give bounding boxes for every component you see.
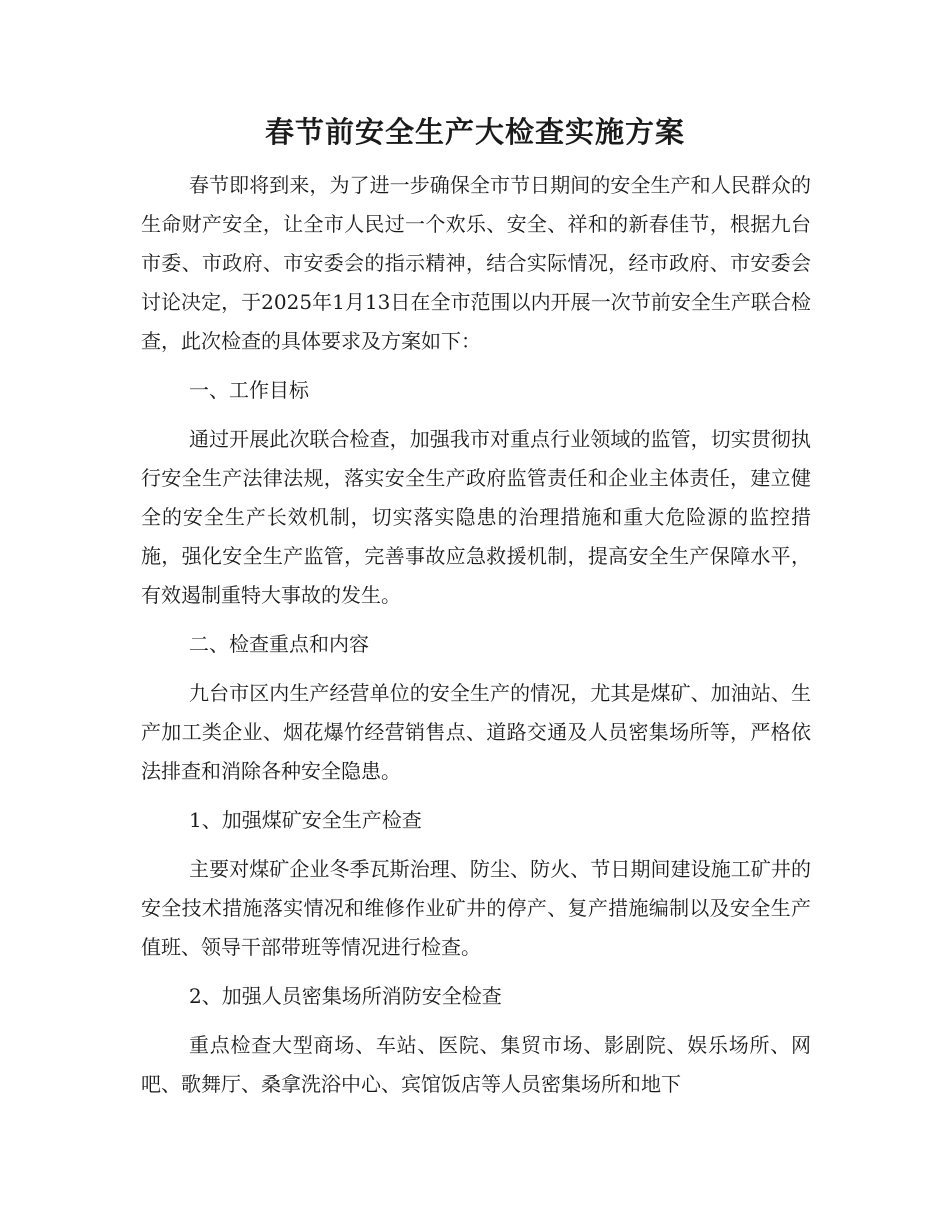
document-title: 春节前安全生产大检查实施方案 (264, 115, 685, 149)
section-2-paragraph: 九台市区内生产经营单位的安全生产的情况，尤其是煤矿、加油站、生产加工类企业、烟花爆竹经营销售点、道路交通及人员密集场所等，严格依法排查和消除各种安全隐患。 (141, 681, 811, 783)
intro-paragraph: 春节即将到来，为了进一步确保全市节日期间的安全生产和人民群众的生命财产安全，让全市人民过一个欢乐、安全、祥和的新春佳节，根据九台市委、市政府、市安委会的指示精神，结合实际情况，经市政府、市安委会讨论决定，于2025年1月13日在全市范围以内开展一次节前安全生产联合检查，此次检查的具体要求及方案如下： (141, 173, 811, 353)
item-2-paragraph: 重点检查大型商场、车站、医院、集贸市场、影剧院、娱乐场所、网吧、歌舞厅、桑拿洗浴中心、宾馆饭店等人员密集场所和地下 (141, 1033, 811, 1096)
item-1-paragraph: 主要对煤矿企业冬季瓦斯治理、防尘、防火、节日期间建设施工矿井的安全技术措施落实情况和维修作业矿井的停产、复产措施编制以及安全生产值班、领导干部带班等情况进行检查。 (141, 857, 811, 959)
section-1-paragraph: 通过开展此次联合检查，加强我市对重点行业领域的监管，切实贯彻执行安全生产法律法规，落实安全生产政府监管责任和企业主体责任，建立健全的安全生产长效机制，切实落实隐患的治理措施和重大危险源的监控措施，强化安全生产监管，完善事故应急救援机制，提高安全生产保障水平，有效遏制重特大事故的发生。 (141, 427, 811, 607)
section-1-heading: 一、工作目标 (189, 378, 309, 402)
item-1-heading: 1、加强煤矿安全生产检查 (189, 808, 422, 832)
section-2-heading: 二、检查重点和内容 (189, 632, 369, 656)
item-2-heading: 2、加强人员密集场所消防安全检查 (189, 984, 502, 1008)
document-body (141, 166, 811, 1104)
